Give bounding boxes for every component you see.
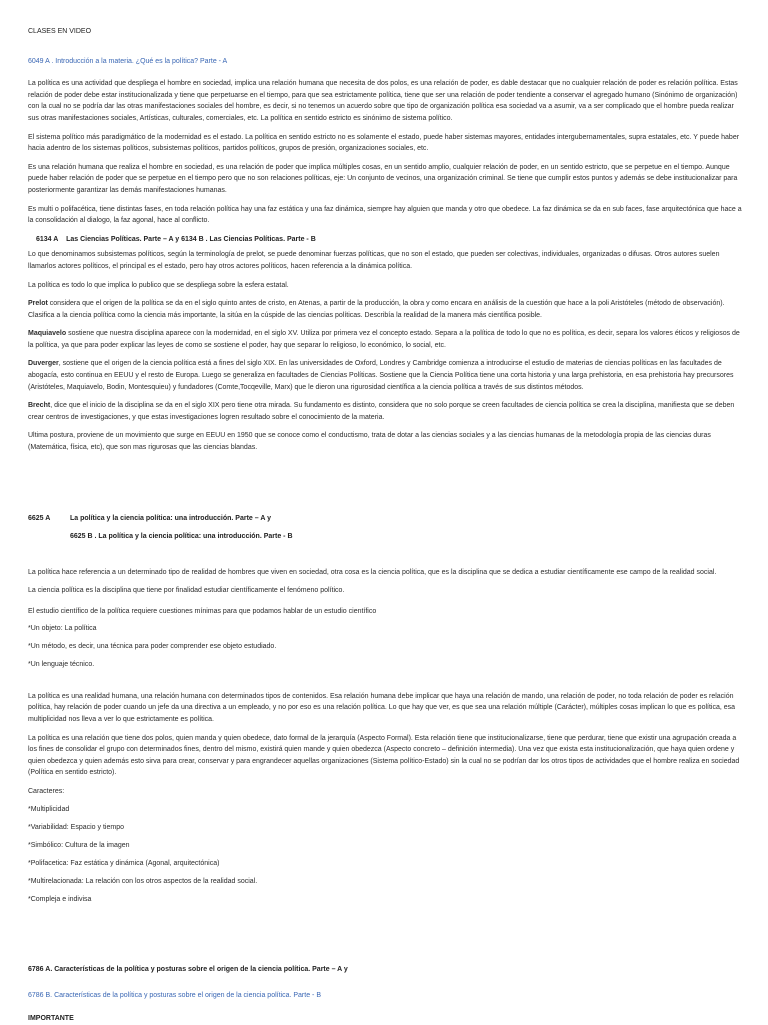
paragraph xyxy=(28,298,746,321)
list-item: *Variabilidad: Espacio y tiempo xyxy=(28,823,124,831)
caracteres-list xyxy=(28,804,746,906)
author-name: Brecht xyxy=(28,402,51,410)
page-header: CLASES EN VIDEO xyxy=(28,28,92,35)
section-6134 xyxy=(28,234,746,454)
list-item: *Un lenguaje técnico. xyxy=(28,660,95,668)
section-title-6625 xyxy=(28,513,746,525)
paragraph: La política hace referencia a un determinado tipo de realidad de hombres que viven en sociedad, otra cosa es la ciencia política, que es la disciplina que se dedica a estudiar científicamente ese campo de la realidad social. xyxy=(28,568,717,576)
paragraph: La política es una realidad humana, una relación humana con determinados tipos de contenidos. Esa relación humana debe implicar que haya una relación de mando, una relación de poder, no toda relación de poder es relación política, hay relación de poder cuando un jefe da una directiva a un empleado, y no por eso es una relación política. Lo que hay que ver, es que sea una relación múltiple (Carácter), múltiples cosas implican lo que es política, esa multiplicidad nos lleva a ver lo que estrictamente es política. xyxy=(28,692,736,724)
paragraph: Lo que denominamos subsistemas políticos, según la terminología de prelot, se puede denominar fuerzas políticas, que no son el estado, que pueden ser colectivas, individuales, organizadas o difusas. Otros autores suelen llamarlos actores políticos, el principal es el estado, pero hay otros actores políticos, hacen referencia a la dinámica política. xyxy=(28,251,720,270)
paragraph: Es una relación humana que realiza el hombre en sociedad, es una relación de poder que implica múltiples cosas, en un sentido amplio, cualquier relación de poder, en un sentido estricto, que se perpetue en el tiempo. Aunque puede haber relación de poder que se perpetue en el tiempo pero que no son relaciones políticas, eje: Un conjunto de vecinos, una organización criminal. Se tiene que cumplir estos puntos y además se debe institucionalizar para posteriormente garantizar las demás manifestaciones humanas. xyxy=(28,163,738,194)
requirements-list xyxy=(28,623,746,671)
list-item: *Un método, es decir, una técnica para poder comprender ese objeto estudiado. xyxy=(28,642,277,650)
paragraph: La política es una relación que tiene dos polos, quien manda y quien obedece, dato formal de la jerarquía (Aspecto Formal). Esta relación tiene que institucionalizarse, tiene que perdurar, tiene que existir una agrupación creada a los fines de consolidar el grupo con determinados fines, dentro del mismo, existirá quien mande y quien obedezca (Aspecto concreto – definición intermedia). Una vez que exista esta institucionalización, que haya quien ordene y quien obedezca y quien además esto sirva para crear, conservar y para engrandecer aquellas organizaciones (Sistema político-Estado) sin la cual no se podrían dar los otros tipos de actividades que el hombre realiza en sociedad (Política en sentido estricto). xyxy=(28,734,740,777)
paragraph-text: sostiene que nuestra disciplina aparece con la modernidad, en el siglo XV. Utiliza por primera vez el concepto estado. Separa a la política de todo lo que no es política, es decir, separa los valores éticos y religiosos de la política, ya que para poder explicar las leyes de como se sostiene el poder, hay que separar lo religioso, lo económico, lo social, etc. xyxy=(28,330,740,349)
list-item: *Multirelacionada: La relación con los otros aspectos de la realidad social. xyxy=(28,878,258,885)
paragraph-text: , sostiene que el origen de la ciencia política está a fines del siglo XIX. En las universidades de Oxford, Londres y Cambridge comienza a introducirse el estudio de materias de ciencias políticas en las facultades de abogacía, esto continua en EEUU y el resto de Europa. Luego se generaliza en facultades de Ciencias Políticas. Sostiene que la Ciencia Política tiene una corta historia y una larga prehistoria, en esa prehistoria hay precursores (Aristóteles, Maquiavelo, Bodin, Montesquieu) y fundadores (Comte,Tocqeville, Marx) que le dieron una rigurosidad científica a la ciencia política a través de sus distintos métodos. xyxy=(28,360,734,391)
list-item: *Un objeto: La política xyxy=(28,624,97,632)
paragraph: Es multi o polifacética, tiene distintas fases, en toda relación política hay una faz estática y una faz dinámica, siempre hay alguien que manda y otro que obedece. La faz dinámica se da en sub faces, fase arquitectónica que hace a la consolidación al dialogo, la faz agonal, hace al conflicto. xyxy=(28,205,742,225)
section-number: 6134 A xyxy=(36,235,59,243)
section-number: 6625 A xyxy=(28,514,51,522)
list-item: *Multiplicidad xyxy=(28,805,70,813)
paragraph xyxy=(28,400,746,423)
intro-section xyxy=(28,78,746,227)
caracteres-label: Caracteres: xyxy=(28,788,65,796)
section-6625 xyxy=(28,513,746,906)
paragraph-text: considera que el origen de la política se da en el siglo quinto antes de cristo, en Atenas, a partir de la producción, la obra y como encara en análisis de la cuestión que hace a la poli Aristóteles (método de observación). Clasifica a la ciencia política como la ciencia más importante, la sitúa en la cúspide de las ciencias políticas. Describía la realidad de la manera más científica posible. xyxy=(28,300,725,319)
link-6786-b[interactable]: 6786 B. Características de la política y posturas sobre el origen de la ciencia política. Parte - B xyxy=(28,991,321,999)
paragraph xyxy=(28,358,746,393)
list-item: *Polifacetica: Faz estática y dinámica (Agonal, arquitectónica) xyxy=(28,859,220,867)
section-title-6134 xyxy=(28,234,746,246)
paragraph-text: , dice que el inicio de la disciplina se da en el siglo XIX pero tiene otra mirada. Su fundamento es distinto, considera que no solo porque se creen facultades de ciencia política se crea la disciplina, manifiesta que se deben crear centros de investigaciones, y que estas investigaciones logren resultado sobre el conocimiento de la materia. xyxy=(28,402,735,421)
section-title-6786: 6786 A. Características de la política y posturas sobre el origen de la ciencia política. Parte – A y xyxy=(28,966,348,974)
section-title-b: 6625 B . La política y la ciencia política: una introducción. Parte - B xyxy=(70,533,293,541)
section-title: Las Ciencias Políticas. Parte – A y 6134 B . Las Ciencias Políticas. Parte - B xyxy=(66,235,316,243)
paragraph: El estudio científico de la política requiere cuestiones mínimas para que podamos hablar de un estudio científico xyxy=(28,608,377,615)
importante-heading: IMPORTANTE xyxy=(28,1015,74,1023)
paragraph: La política es todo lo que implica lo publico que se despliega sobre la esfera estatal. xyxy=(28,281,289,289)
paragraph: El sistema político más paradigmático de la modernidad es el estado. La política en sentido estricto no es solamente el estado, puede haber sistemas mayores, entidades intergubernamentales, supra estatales, etc. Y puede haber hacia adentro de los sistemas políticos, subsistemas políticos, partidos políticos, grupos de presión, organizaciones sociales, etc. xyxy=(28,133,740,153)
document-page xyxy=(28,26,746,1025)
author-name: Duverger xyxy=(28,360,59,368)
paragraph: La ciencia política es la disciplina que tiene por finalidad estudiar científicamente el fenómeno político. xyxy=(28,587,345,595)
author-name: Prelot xyxy=(28,300,48,308)
author-name: Maquiavelo xyxy=(28,330,67,338)
section-6786 xyxy=(28,964,746,1025)
list-item: *Compleja e indivisa xyxy=(28,896,92,904)
paragraph xyxy=(28,328,746,351)
list-item: *Simbólico: Cultura de la imagen xyxy=(28,841,130,849)
link-6049[interactable]: 6049 A . Introducción a la materia. ¿Qué es la política? Parte - A xyxy=(28,57,228,65)
section-title: La política y la ciencia política: una introducción. Parte – A y xyxy=(70,514,271,522)
paragraph: La política es una actividad que despliega el hombre en sociedad, implica una relación humana que necesita de dos polos, es una relación de poder, es dable destacar que no cualquier relación de poder es relación política. Estas relación de poder debe estar institucionalizada y tiene que perpetuarse en el tiempo, para que sea estrictamente política, tiene que ser una relación de poder tendiente a conservar el agregado humano (Sinónimo de organización) con la cual no se podría dar las otras manifestaciones sociales del hombre, es decir, si no tenemos un acuerdo sobre que tipo de organización política esa sociedad va a asumir, va a ser complicado que el hombre pueda realizar sus otras manifestaciones sociales, Artísticas, culturales, comerciales, etc. La política en sentido estricto es sinónimo de sistema político. xyxy=(28,80,738,122)
paragraph: Ultima postura, proviene de un movimiento que surge en EEUU en 1950 que se conoce como el conductismo, trata de dotar a las ciencias sociales y a las ciencias humanas de la metodología propia de las ciencias duras (Matemática, física, etc), que son mas rigurosas que las ciencias blandas. xyxy=(28,432,711,452)
